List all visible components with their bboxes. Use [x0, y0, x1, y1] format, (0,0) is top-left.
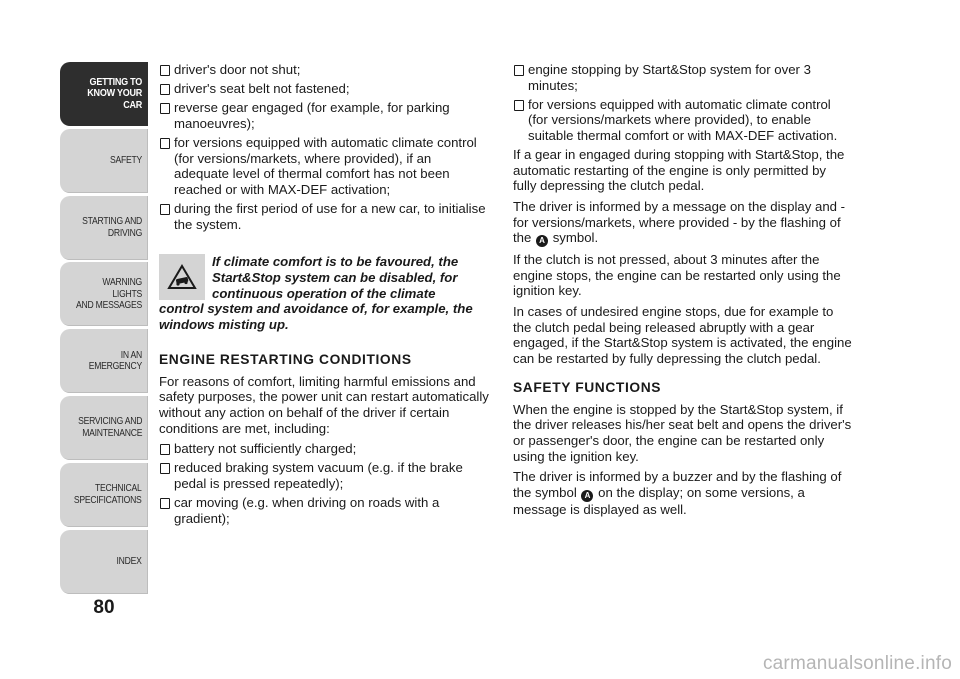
paragraph: When the engine is stopped by the Start&Stop system, if the driver releases his/her seat belt and opens the driver's or passenger's door, the engine can be restarted only using the ignition key. — [513, 401, 852, 464]
list-item: driver's seat belt not fastened; — [159, 81, 489, 97]
tab-in-an-emergency[interactable] — [60, 329, 148, 393]
tab-warning-lights-and-messages[interactable] — [60, 262, 148, 326]
list-item: during the first period of use for a new car, to initialise the system. — [159, 201, 489, 232]
list-item: battery not sufficiently charged; — [159, 441, 489, 457]
list-item: car moving (e.g. when driving on roads with a gradient); — [159, 495, 489, 526]
list-item: reduced braking system vacuum (e.g. if the brake pedal is pressed repeatedly); — [159, 460, 489, 491]
chapter-tabs — [60, 62, 148, 596]
start-stop-icon: A — [536, 235, 548, 247]
tab-starting-and-driving[interactable] — [60, 196, 148, 260]
tab-label: STARTING AND DRIVING — [82, 215, 142, 239]
climate-comfort-note — [159, 254, 489, 332]
tab-label: IN AN EMERGENCY — [88, 348, 142, 373]
list-item: engine stopping by Start&Stop system for over 3 minutes; — [513, 62, 853, 93]
tab-label: TECHNICAL SPECIFICATIONS — [74, 482, 142, 506]
list-item: for versions equipped with automatic climate control (for versions/markets where provided), to enable suitable thermal comfort or with MAX-DEF activation. — [513, 97, 853, 144]
right-column — [513, 62, 853, 522]
section-heading-engine-restarting: ENGINE RESTARTING CONDITIONS — [159, 352, 412, 368]
note-text-rest: control system and avoidance of, for example, the windows misting up. — [159, 301, 473, 332]
note-text — [159, 254, 489, 332]
paragraph: For reasons of comfort, limiting harmful emissions and safety purposes, the power unit can restart automatically without any action on behalf of the driver if certain conditions are met, including: — [159, 373, 489, 436]
paragraph: In cases of undesired engine stops, due for example to the clutch pedal being released abruptly with a gear engaged, if the Start&Stop system is activated, the engine can be restarted by fully depressing the clutch pedal. — [513, 303, 852, 366]
tab-label: SERVICING AND MAINTENANCE — [77, 415, 142, 439]
page-number: 80 — [93, 597, 115, 618]
list-item: reverse gear engaged (for example, for parking manoeuvres); — [159, 100, 489, 131]
list-item: driver's door not shut; — [159, 62, 489, 78]
tab-label: SAFETY — [109, 154, 142, 167]
section-heading-safety-functions: SAFETY FUNCTIONS — [513, 380, 662, 396]
list-item: for versions equipped with automatic climate control (for versions/markets, where provided), if an adequate level of thermal comfort has not been reached or with MAX-DEF activation; — [159, 135, 489, 197]
tab-label: INDEX — [116, 554, 142, 567]
start-stop-icon: A — [581, 490, 593, 502]
note-text-indented: If climate comfort is to be favoured, the Start&Stop system can be disabled, for continuous operation of the climate — [212, 254, 459, 301]
paragraph-text: on the display; on some versions, a message is displayed as well. — [513, 484, 805, 517]
tab-label: GETTING TO KNOW YOUR CAR — [87, 75, 142, 111]
tab-safety[interactable] — [60, 129, 148, 193]
paragraph: If a gear in engaged during stopping with Start&Stop, the automatic restarting of the engine is only permitted by fully depressing the clutch pedal. — [513, 147, 845, 194]
tab-getting-to-know-your-car[interactable] — [60, 62, 148, 126]
paragraph-text: symbol. — [552, 230, 599, 246]
paragraph-buzzer — [513, 469, 853, 517]
car-slope-warning-icon — [159, 254, 205, 300]
paragraph-text: The driver is informed by a buzzer and by the flashing of the symbol — [513, 469, 842, 500]
watermark: carmanualsonline.info — [762, 653, 952, 674]
tab-servicing-and-maintenance[interactable] — [60, 396, 148, 460]
left-column — [159, 62, 489, 530]
paragraph: If the clutch is not pressed, about 3 minutes after the engine stops, the engine can be restarted only using the ignition key. — [513, 252, 841, 299]
tab-technical-specifications[interactable] — [60, 463, 148, 527]
paragraph-text: The driver is informed by a message on the display and - for versions/markets, where provided - by the flashing of the — [513, 198, 846, 246]
tab-index[interactable] — [60, 530, 148, 594]
paragraph-display-message — [513, 199, 853, 247]
tab-label: WARNING LIGHTS AND MESSAGES — [76, 276, 142, 312]
